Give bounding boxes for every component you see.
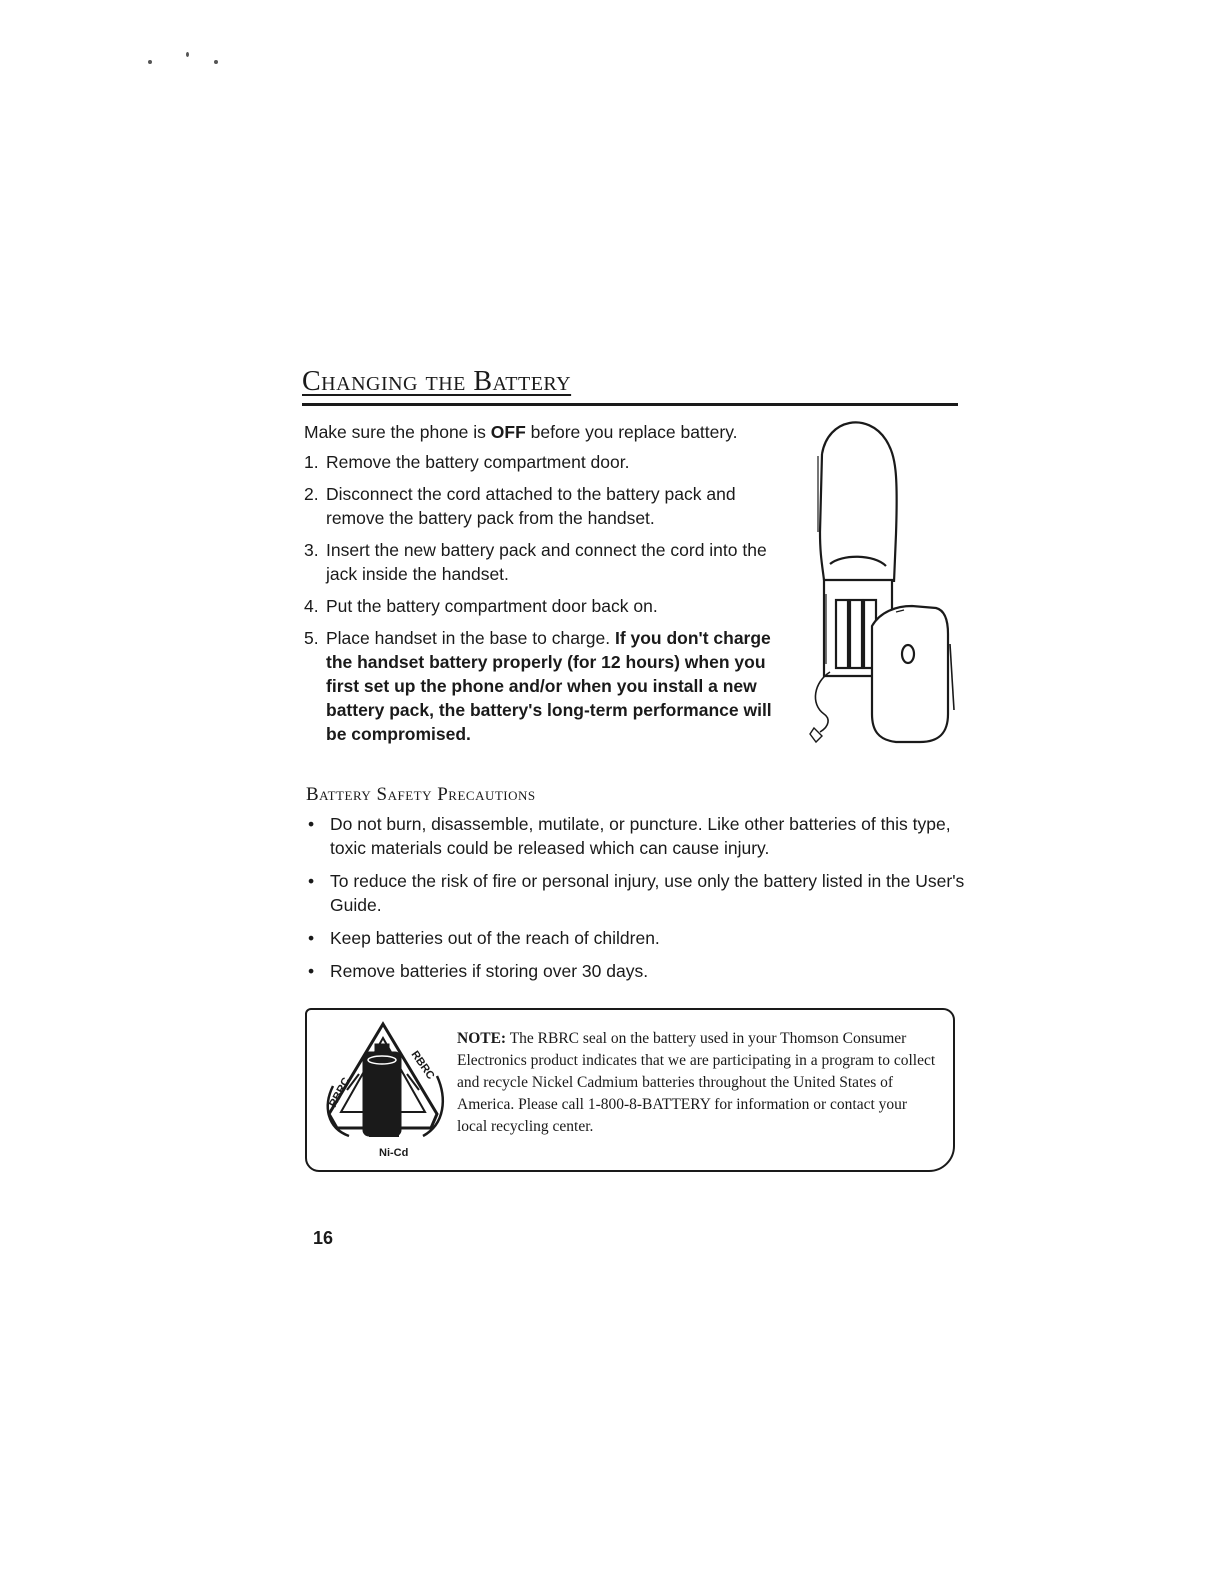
bullet-text: Keep batteries out of the reach of children. <box>330 928 660 948</box>
seal-label-side: RBRC <box>327 1075 353 1110</box>
step-text: Remove the battery compartment door. <box>326 452 630 472</box>
scan-speck <box>148 60 152 64</box>
step-text: Put the battery compartment door back on. <box>326 596 658 616</box>
rbrc-recycle-seal-icon <box>319 1016 449 1166</box>
step-text: Place handset in the base to charge. <box>326 628 615 648</box>
note-label: NOTE: <box>457 1030 507 1047</box>
list-item <box>306 812 966 860</box>
step-number: 4. <box>304 596 319 616</box>
scan-speck <box>214 60 218 64</box>
step-text: Insert the new battery pack and connect the cord into the jack inside the handset. <box>326 540 767 584</box>
step-number: 3. <box>304 540 319 560</box>
step-warning: If you don't charge the handset battery properly (for 12 hours) when you first set up the phone and/or when you install a new battery pack, the battery's long-term performance will be compromised. <box>326 628 772 744</box>
bullet-text: Do not burn, disassemble, mutilate, or puncture. Like other batteries of this type, toxic materials could be released which can cause injury. <box>330 814 951 858</box>
bullet-icon: • <box>308 961 315 981</box>
intro-text <box>304 420 738 444</box>
note-body: The RBRC seal on the battery used in your Thomson Consumer Electronics product indicates that we are participating in a program to collect and recycle Nickel Cadmium batteries throughout the United States of America. Please call 1-800-8-BATTERY for information or contact your local recycling center. <box>457 1030 936 1135</box>
step-number: 5. <box>304 628 319 648</box>
title-rule <box>302 403 958 406</box>
intro-after: before you replace battery. <box>525 422 738 442</box>
list-item <box>304 538 794 586</box>
bullet-icon: • <box>308 928 315 948</box>
page-number: 16 <box>313 1228 334 1248</box>
intro-emphasis: OFF <box>490 422 526 442</box>
list-item <box>306 926 966 950</box>
step-number: 2. <box>304 484 319 504</box>
steps-list <box>304 450 794 754</box>
step-number: 1. <box>304 452 319 472</box>
safety-heading: Battery Safety Precautions <box>306 784 536 805</box>
bullet-text: To reduce the risk of fire or personal injury, use only the battery listed in the User's Guide. <box>330 871 965 915</box>
note-text <box>457 1028 937 1138</box>
list-item <box>304 626 796 746</box>
list-item <box>306 869 966 917</box>
note-box <box>305 1008 955 1172</box>
scan-speck <box>186 52 189 57</box>
list-item <box>304 450 794 474</box>
safety-list <box>306 812 966 992</box>
intro-before: Make sure the phone is <box>304 422 491 442</box>
list-item <box>304 594 794 618</box>
bullet-icon: • <box>308 814 315 834</box>
bullet-icon: • <box>308 871 315 891</box>
bullet-text: Remove batteries if storing over 30 days. <box>330 961 649 981</box>
step-text: Disconnect the cord attached to the battery pack and remove the battery pack from the handset. <box>326 484 736 528</box>
handset-battery-illustration <box>800 414 960 754</box>
page-title: Changing the Battery <box>302 366 572 397</box>
seal-label-top: RBRC <box>408 1048 437 1082</box>
list-item <box>306 959 966 983</box>
seal-label-bottom: Ni-Cd <box>379 1147 409 1159</box>
list-item <box>304 482 794 530</box>
